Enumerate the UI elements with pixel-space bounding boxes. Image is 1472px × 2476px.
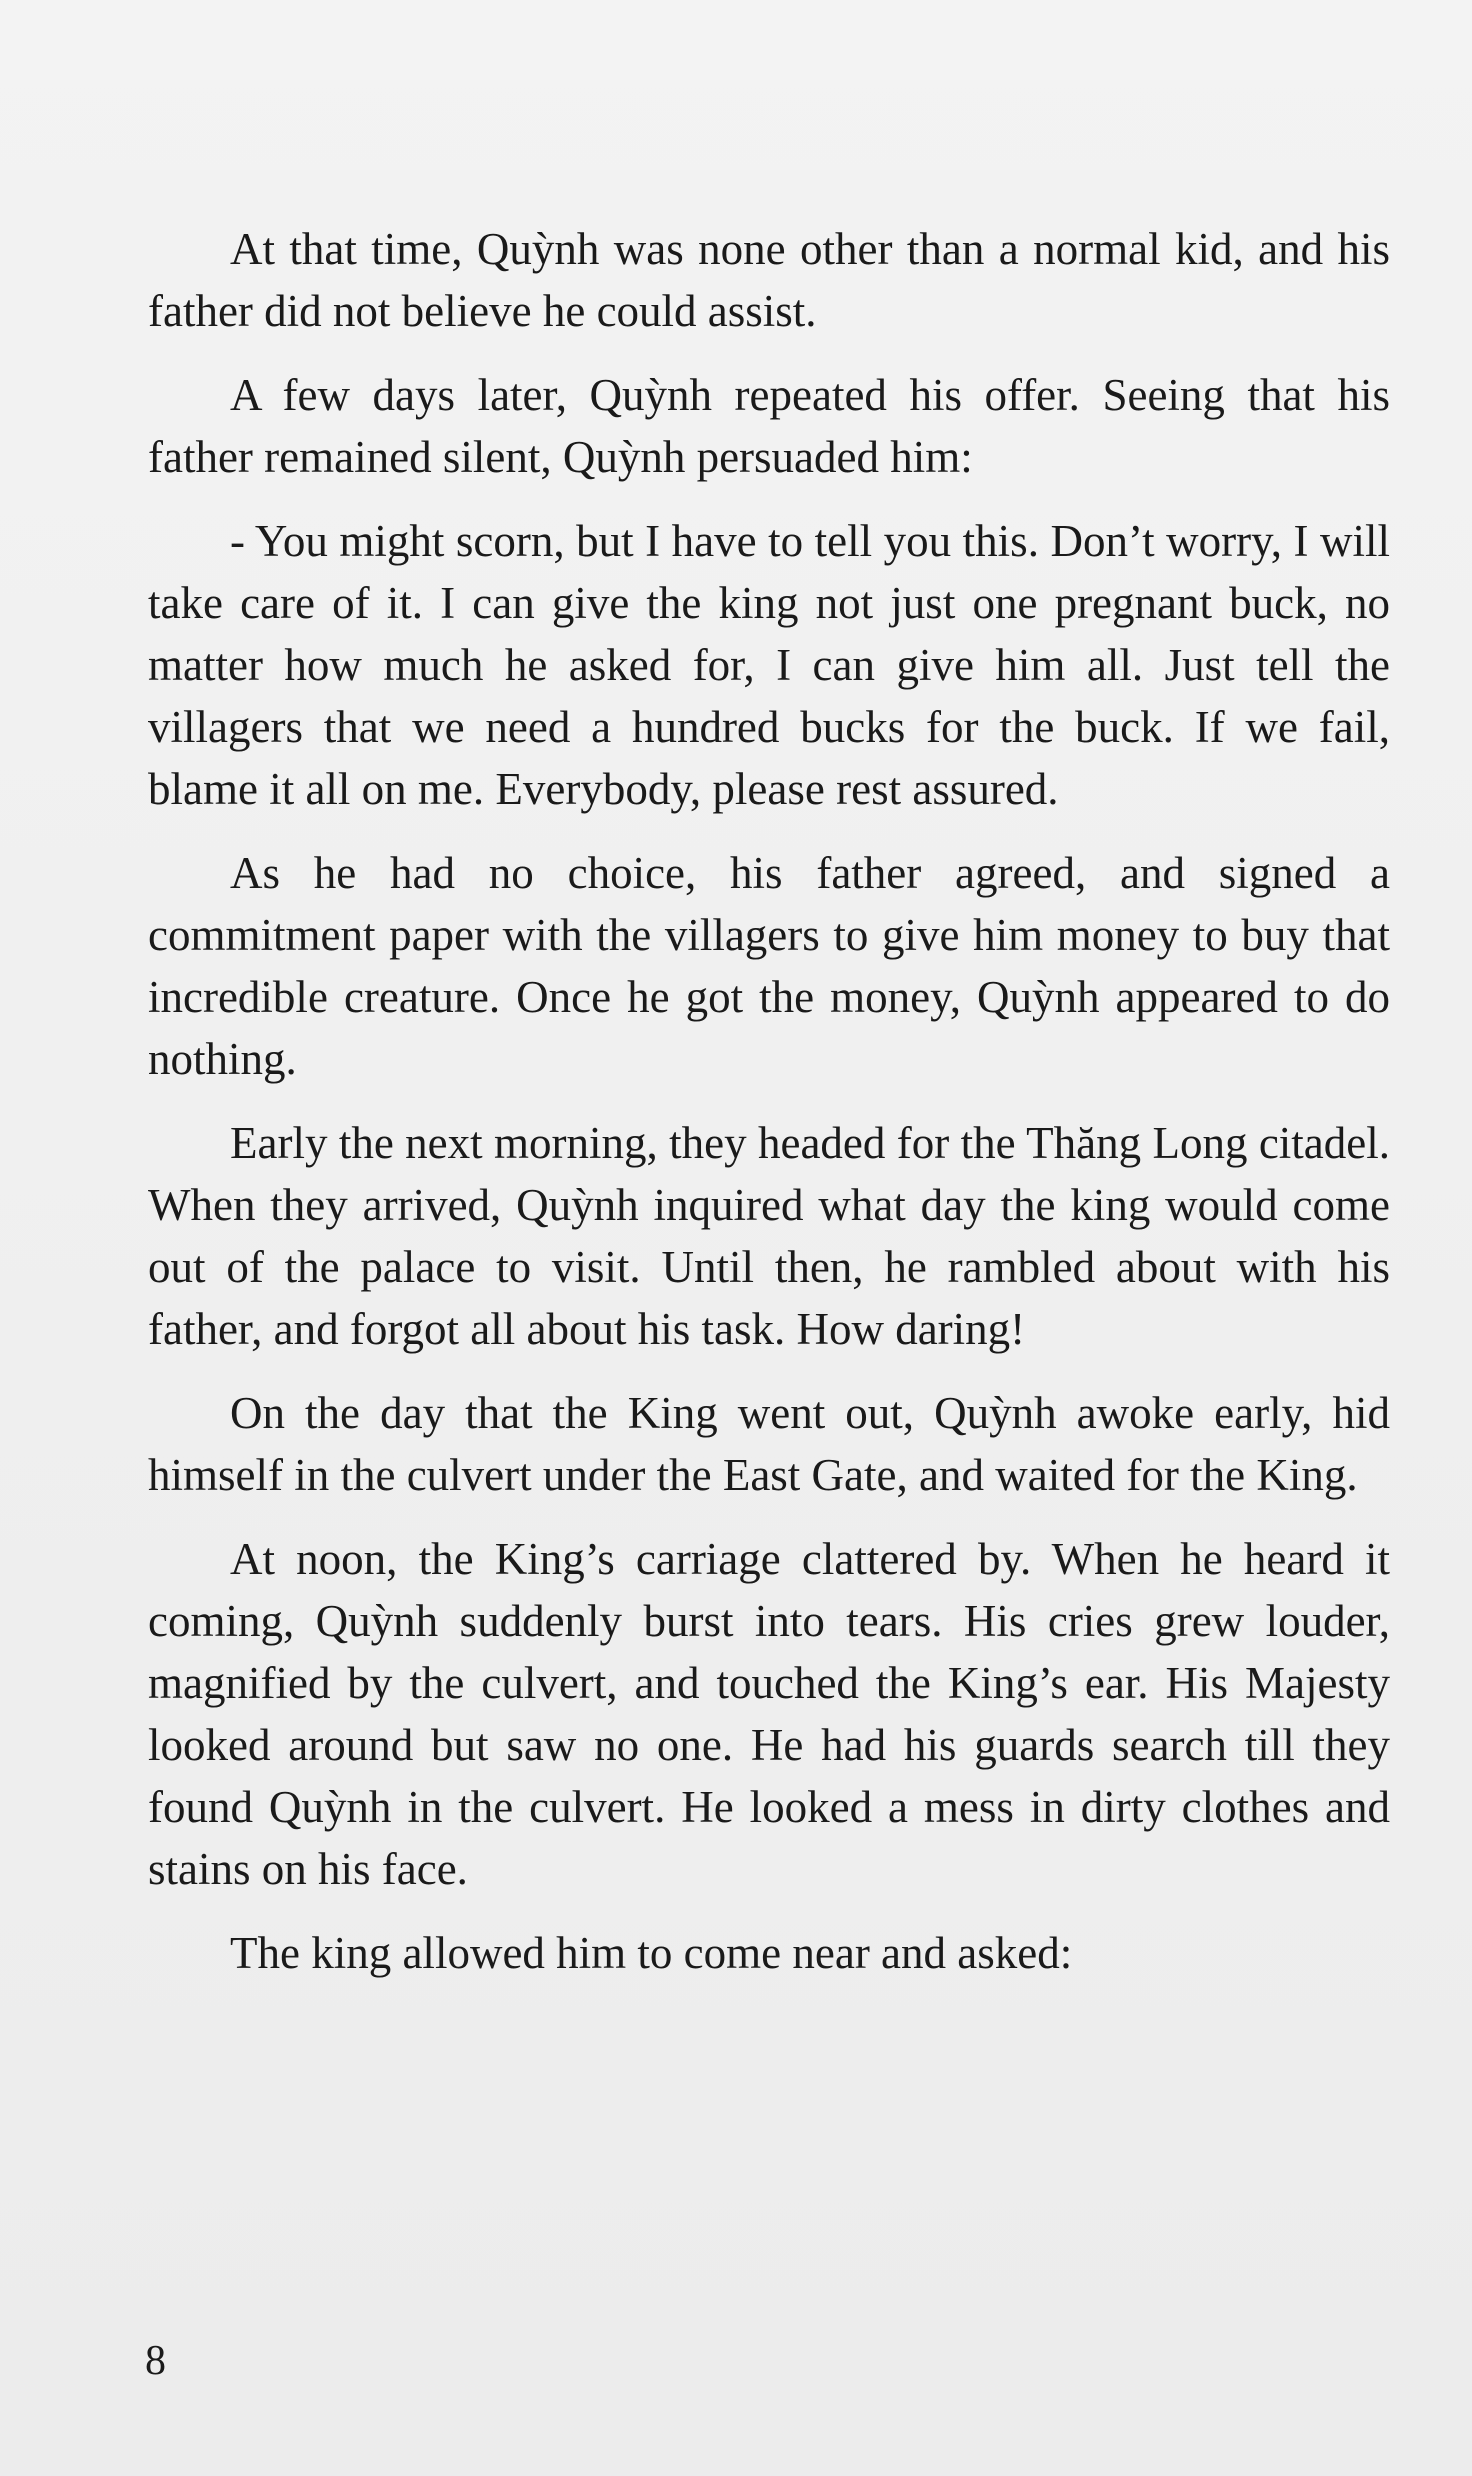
paragraph-1: At that time, Quỳnh was none other than a normal kid, and his father did not believe he could assist. xyxy=(148,224,1390,336)
paragraph-5: Early the next morning, they headed for the Thăng Long citadel. When they arrived, Quỳnh inquired what day the king would come out of the palace to visit. Until then, he rambled about with his father, and forgot all about his task. How daring! xyxy=(148,1118,1390,1354)
page-number: 8 xyxy=(145,2338,166,2384)
body-text xyxy=(148,218,1390,1984)
paragraph-4: As he had no choice, his father agreed, and signed a commitment paper with the villagers to give him money to buy that incredible creature. Once he got the money, Quỳnh appeared to do nothing. xyxy=(148,848,1390,1084)
paragraph-7: At noon, the King’s carriage clattered by. When he heard it coming, Quỳnh suddenly burst into tears. His cries grew louder, magnified by the culvert, and touched the King’s ear. His Majesty looked around but saw no one. He had his guards search till they found Quỳnh in the culvert. He looked a mess in dirty clothes and stains on his face. xyxy=(148,1534,1390,1894)
paragraph-2: A few days later, Quỳnh repeated his offer. Seeing that his father remained silent, Quỳnh persuaded him: xyxy=(148,370,1390,482)
paragraph-8: The king allowed him to come near and asked: xyxy=(230,1928,1073,1978)
paragraph-6: On the day that the King went out, Quỳnh awoke early, hid himself in the culvert under the East Gate, and waited for the King. xyxy=(148,1388,1390,1500)
paragraph-3: - You might scorn, but I have to tell you this. Don’t worry, I will take care of it. I can give the king not just one pregnant buck, no matter how much he asked for, I can give him all. Just tell the villagers that we need a hundred bucks for the buck. If we fail, blame it all on me. Everybody, please rest assured. xyxy=(148,516,1390,814)
